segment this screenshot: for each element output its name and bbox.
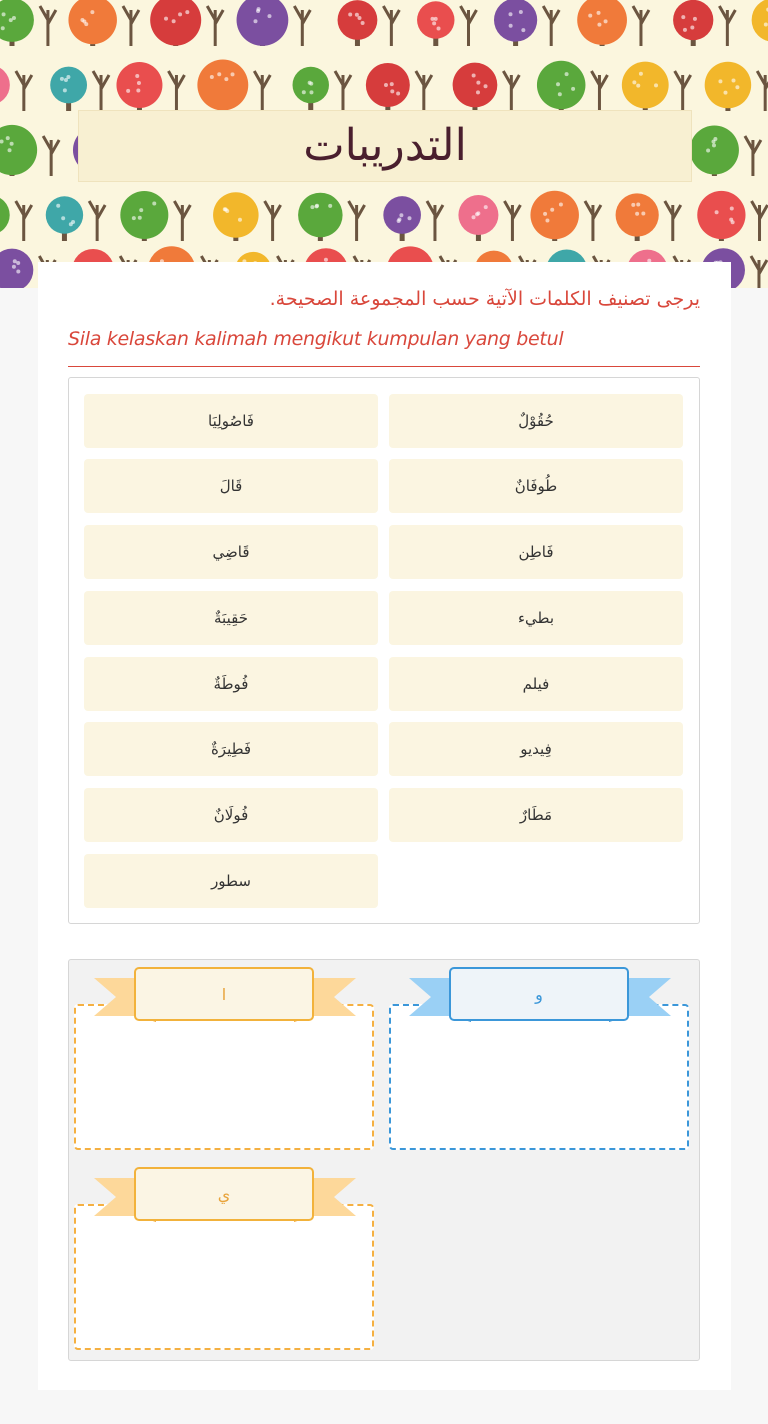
tree-dot bbox=[597, 23, 601, 27]
tree-dot bbox=[635, 212, 639, 216]
bare-tree bbox=[349, 201, 365, 241]
tree-crown bbox=[0, 0, 34, 42]
tree-dot bbox=[545, 219, 549, 223]
tree-dot bbox=[434, 17, 438, 21]
tree-dot bbox=[63, 88, 67, 92]
tree-crown bbox=[0, 125, 37, 175]
tree-dot bbox=[210, 75, 214, 79]
tree-dot bbox=[476, 211, 480, 215]
word-card[interactable]: حَقِيبَةٌ bbox=[84, 591, 378, 645]
tree-dot bbox=[632, 80, 636, 84]
tree-dot bbox=[1, 26, 5, 30]
tree-dot bbox=[399, 213, 403, 217]
tree-dot bbox=[257, 7, 261, 11]
tree-dot bbox=[509, 24, 513, 28]
tree-dot bbox=[361, 21, 365, 25]
tree-dot bbox=[636, 84, 640, 88]
tree-dot bbox=[126, 89, 130, 93]
tree-dot bbox=[631, 203, 635, 207]
bare-tree bbox=[254, 71, 270, 111]
bare-tree bbox=[265, 201, 281, 241]
tree-dot bbox=[309, 90, 313, 94]
tree-crown bbox=[116, 62, 162, 108]
instruction-divider bbox=[68, 366, 700, 367]
tree-crown bbox=[494, 0, 537, 42]
tree-dot bbox=[61, 216, 65, 220]
bare-tree bbox=[207, 6, 223, 46]
tree-dot bbox=[136, 88, 140, 92]
bare-tree bbox=[543, 6, 559, 46]
tree-dot bbox=[16, 261, 20, 265]
tree-dot bbox=[476, 90, 480, 94]
word-card[interactable]: طُوفَانٌ bbox=[389, 459, 683, 513]
tree-dot bbox=[558, 92, 562, 96]
tree-dot bbox=[10, 142, 14, 146]
tree-dot bbox=[355, 13, 359, 17]
tree-dot bbox=[185, 10, 189, 14]
word-card[interactable]: فُوطَةٌ bbox=[84, 657, 378, 711]
tree-dot bbox=[654, 83, 658, 87]
tree-dot bbox=[565, 72, 569, 76]
worksheet-card bbox=[38, 262, 731, 1390]
tree-dot bbox=[132, 216, 136, 220]
tree-dot bbox=[476, 81, 480, 85]
tree-crown bbox=[0, 65, 10, 105]
tree-dot bbox=[732, 78, 736, 82]
tree-dot bbox=[12, 265, 16, 269]
tree-crown bbox=[197, 60, 248, 111]
tree-dot bbox=[224, 77, 228, 81]
tree-dot bbox=[82, 19, 86, 23]
tree-crown bbox=[0, 249, 33, 288]
bare-tree bbox=[504, 201, 520, 241]
tree-dot bbox=[437, 27, 441, 31]
tree-dot bbox=[641, 211, 645, 215]
bucket-area bbox=[68, 959, 700, 1361]
bare-tree bbox=[43, 136, 59, 176]
word-card[interactable]: قَالَ bbox=[84, 459, 378, 513]
bare-tree bbox=[427, 201, 443, 241]
tree-dot bbox=[138, 216, 142, 220]
word-card[interactable]: فُولَانٌ bbox=[84, 788, 378, 842]
tree-dot bbox=[135, 74, 139, 78]
bucket-label-waw: و bbox=[449, 967, 629, 1021]
tree-dot bbox=[217, 72, 221, 76]
bare-tree bbox=[751, 256, 767, 288]
tree-dot bbox=[729, 218, 733, 222]
tree-crown bbox=[705, 62, 752, 109]
instruction-arabic: يرجى تصنيف الكلمات الآتية حسب المجموعة الصحيحة. bbox=[269, 288, 700, 310]
instruction-malay: Sila kelaskan kalimah mengikut kumpulan yang betul bbox=[68, 328, 564, 350]
tree-dot bbox=[358, 16, 362, 20]
bare-tree bbox=[89, 201, 105, 241]
tree-dot bbox=[718, 79, 722, 83]
tree-dot bbox=[588, 14, 592, 18]
tree-dot bbox=[543, 212, 547, 216]
tree-dot bbox=[639, 72, 643, 76]
tree-dot bbox=[178, 12, 182, 16]
tree-dot bbox=[693, 17, 697, 21]
tree-dot bbox=[152, 201, 156, 205]
tree-dot bbox=[12, 16, 16, 20]
bare-tree bbox=[174, 201, 190, 241]
bare-tree bbox=[591, 71, 607, 111]
bucket-label-alif: ا bbox=[134, 967, 314, 1021]
bare-tree bbox=[665, 201, 681, 241]
bare-tree bbox=[503, 71, 519, 111]
bare-tree bbox=[383, 6, 399, 46]
title-box bbox=[78, 110, 692, 182]
tree-dot bbox=[550, 208, 554, 212]
tree-crown bbox=[530, 191, 578, 239]
tree-dot bbox=[683, 28, 687, 32]
tree-dot bbox=[139, 208, 143, 212]
tree-crown bbox=[150, 0, 201, 46]
tree-dot bbox=[56, 204, 60, 208]
tree-dot bbox=[172, 19, 176, 23]
tree-dot bbox=[231, 72, 235, 76]
tree-dot bbox=[597, 11, 601, 15]
word-card[interactable]: قَاضِي bbox=[84, 525, 378, 579]
tree-dot bbox=[484, 84, 488, 88]
tree-dot bbox=[390, 89, 394, 93]
tree-dot bbox=[315, 204, 319, 208]
tree-dot bbox=[13, 259, 17, 263]
bare-tree bbox=[757, 71, 768, 111]
bare-tree bbox=[168, 71, 184, 111]
bare-tree bbox=[675, 71, 691, 111]
tree-dot bbox=[6, 136, 10, 140]
tree-dot bbox=[348, 13, 352, 17]
page-title: التدريبات bbox=[303, 120, 467, 171]
tree-crown bbox=[690, 125, 739, 174]
tree-dot bbox=[571, 87, 575, 91]
word-card[interactable]: فَطِيرَةٌ bbox=[84, 722, 378, 776]
tree-dot bbox=[64, 78, 68, 82]
bucket-label-ya: ي bbox=[134, 1167, 314, 1221]
tree-crown bbox=[0, 195, 10, 234]
tree-dot bbox=[396, 91, 400, 95]
tree-dot bbox=[310, 205, 314, 209]
bare-tree bbox=[335, 71, 351, 111]
bucket-ya bbox=[74, 1160, 378, 1350]
tree-dot bbox=[735, 85, 739, 89]
tree-dot bbox=[137, 81, 141, 85]
bare-tree bbox=[752, 201, 768, 241]
tree-dot bbox=[636, 203, 640, 207]
word-card[interactable]: سطور bbox=[84, 854, 378, 908]
tree-dot bbox=[164, 17, 168, 21]
bucket-waw bbox=[389, 960, 693, 1150]
tree-crown bbox=[213, 192, 259, 238]
tree-dot bbox=[69, 222, 73, 226]
tree-dot bbox=[690, 25, 694, 29]
tree-crown bbox=[577, 0, 627, 45]
bare-tree bbox=[416, 71, 432, 111]
bare-tree bbox=[93, 71, 109, 111]
bare-tree bbox=[585, 201, 601, 241]
word-card[interactable]: فيلم bbox=[389, 657, 683, 711]
tree-dot bbox=[2, 12, 6, 16]
tree-dot bbox=[484, 205, 488, 209]
tree-dot bbox=[8, 148, 12, 152]
tree-dot bbox=[519, 10, 523, 14]
word-bank bbox=[68, 377, 700, 924]
header-banner bbox=[0, 0, 768, 288]
tree-crown bbox=[46, 196, 83, 233]
tree-dot bbox=[302, 90, 306, 94]
word-card[interactable]: فِيديو bbox=[389, 722, 683, 776]
tree-crown bbox=[622, 62, 669, 109]
tree-dot bbox=[730, 206, 734, 210]
bare-tree bbox=[294, 6, 310, 46]
tree-dot bbox=[224, 207, 228, 211]
bare-tree bbox=[40, 6, 56, 46]
tree-dot bbox=[559, 202, 563, 206]
tree-dot bbox=[238, 218, 242, 222]
tree-crown bbox=[697, 191, 745, 239]
word-card[interactable]: بطيء bbox=[389, 591, 683, 645]
tree-dot bbox=[384, 83, 388, 87]
tree-dot bbox=[681, 15, 685, 19]
tree-crown bbox=[68, 0, 117, 44]
tree-crown bbox=[298, 193, 343, 238]
bare-tree bbox=[16, 71, 32, 111]
tree-dot bbox=[267, 14, 271, 18]
tree-dot bbox=[723, 91, 727, 95]
tree-dot bbox=[390, 82, 394, 86]
tree-dot bbox=[60, 77, 64, 81]
tree-dot bbox=[604, 19, 608, 23]
bare-tree bbox=[123, 6, 139, 46]
tree-crown bbox=[237, 0, 289, 46]
tree-crown bbox=[50, 67, 87, 104]
bare-tree bbox=[633, 6, 649, 46]
bare-tree bbox=[745, 136, 761, 176]
tree-crown bbox=[752, 0, 768, 42]
tree-dot bbox=[407, 216, 411, 220]
tree-dot bbox=[711, 140, 715, 144]
word-card[interactable]: مَطَارٌ bbox=[389, 788, 683, 842]
bare-tree bbox=[460, 6, 476, 46]
word-card[interactable]: فَاصُولِيَا bbox=[84, 394, 378, 448]
tree-dot bbox=[472, 74, 476, 78]
tree-crown bbox=[537, 61, 586, 110]
tree-dot bbox=[328, 204, 332, 208]
tree-crown bbox=[673, 0, 713, 40]
tree-dot bbox=[509, 12, 513, 16]
bucket-alif bbox=[74, 960, 378, 1150]
tree-crown bbox=[453, 63, 498, 108]
tree-dot bbox=[764, 23, 768, 27]
tree-dot bbox=[556, 82, 560, 86]
word-card[interactable]: فَاطِن bbox=[389, 525, 683, 579]
tree-dot bbox=[715, 210, 719, 214]
tree-dot bbox=[472, 215, 476, 219]
tree-dot bbox=[712, 143, 716, 147]
tree-dot bbox=[432, 21, 436, 25]
bare-tree bbox=[16, 201, 32, 241]
bare-tree bbox=[719, 6, 735, 46]
tree-crown bbox=[120, 191, 168, 239]
tree-crown bbox=[338, 0, 378, 40]
tree-dot bbox=[397, 218, 401, 222]
tree-dot bbox=[253, 19, 257, 23]
tree-dot bbox=[706, 149, 710, 153]
word-card[interactable]: حُقُوْلٌ bbox=[389, 394, 683, 448]
tree-dot bbox=[521, 28, 525, 32]
tree-dot bbox=[309, 82, 313, 86]
tree-dot bbox=[90, 10, 94, 14]
tree-dot bbox=[16, 270, 20, 274]
